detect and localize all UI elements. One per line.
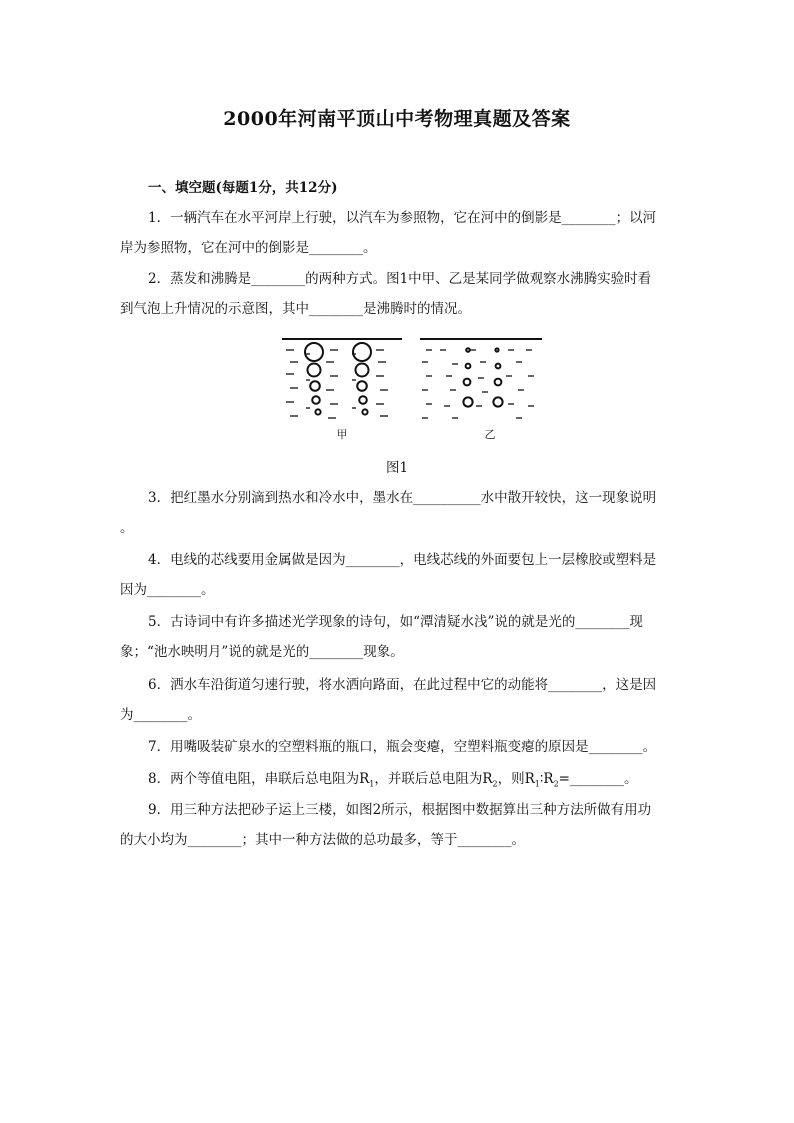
question-8-sub-r2b: 2 [553, 779, 559, 789]
question-4-line-2: 因为________。 [120, 582, 215, 598]
figure-1b-label: 乙 [484, 428, 496, 441]
question-6-line-1: 6．洒水车沿街道匀速行驶，将水洒向路面，在此过程中它的动能将________，这是因 [148, 677, 657, 693]
figure-1-caption: 图1 [385, 460, 409, 476]
figure-1a-label: 甲 [336, 428, 348, 441]
question-5 [120, 607, 680, 667]
question-8-sub-r1: 1 [369, 779, 375, 789]
question-4-line-1: 4．电线的芯线要用金属做是因为________，电线芯线的外面要包上一层橡胶或塑料是 [148, 552, 657, 568]
page-title: 2000年河南平顶山中考物理真题及答案 [223, 108, 571, 130]
question-8-sub-r2: 2 [492, 779, 498, 789]
question-9-line-2: 的大小均为________；其中一种方法做的总功最多，等于________。 [120, 832, 525, 848]
question-8-text-a: 8．两个等值电阻，串联后总电阻为R [148, 771, 370, 787]
question-5-line-1: 5．古诗词中有许多描述光学现象的诗句，如“潭清疑水浅”说的就是光的________现 [148, 614, 643, 630]
question-2-line-2: 到气泡上升情况的示意图，其中________是沸腾时的情况。 [120, 301, 471, 317]
question-6 [120, 670, 680, 730]
question-8-text-c: ，则R [497, 771, 535, 787]
question-3 [120, 483, 680, 543]
question-5-line-2: 象；“池水映明月”说的就是光的________现象。 [120, 644, 404, 660]
figure-1b-diagram [420, 339, 542, 418]
figure-1-drawing [280, 336, 550, 446]
question-1-line-1: 1．一辆汽车在水平河岸上行驶，以汽车为参照物，它在河中的倒影是________；以河 [148, 210, 657, 226]
section-heading: 一、填空题(每题1分，共12分) [148, 180, 338, 196]
question-3-line-2: 。 [120, 520, 134, 536]
question-7 [120, 732, 680, 762]
figure-1a-diagram [282, 339, 402, 418]
question-8-text-e: =________。 [558, 771, 638, 787]
question-3-line-1: 3．把红墨水分别滴到热水和冷水中，墨水在__________水中散开较快，这一现象说明 [148, 490, 657, 506]
question-2 [120, 264, 680, 324]
question-8-sub-r1b: 1 [534, 779, 540, 789]
question-9-line-1: 9．用三种方法把砂子运上三楼，如图2所示，根据图中数据算出三种方法所做有用功 [148, 802, 652, 818]
question-2-line-1: 2．蒸发和沸腾是________的两种方式。图1中甲、乙是某同学做观察水沸腾实验时看 [148, 271, 652, 287]
question-1-line-2: 岸为参照物，它在河中的倒影是________。 [120, 240, 377, 256]
figure-1-bubbles [280, 336, 550, 446]
question-1 [120, 203, 680, 263]
question-7-line-1: 7．用嘴吸装矿泉水的空塑料瓶的瓶口，瓶会变瘪，空塑料瓶变瘪的原因是________。 [148, 739, 657, 755]
question-8-text-b: ，并联后总电阻为R [374, 771, 493, 787]
question-9 [120, 795, 680, 855]
question-6-line-2: 为________。 [120, 707, 201, 723]
question-4 [120, 545, 680, 605]
question-8-text-d: ∶R [539, 771, 554, 787]
